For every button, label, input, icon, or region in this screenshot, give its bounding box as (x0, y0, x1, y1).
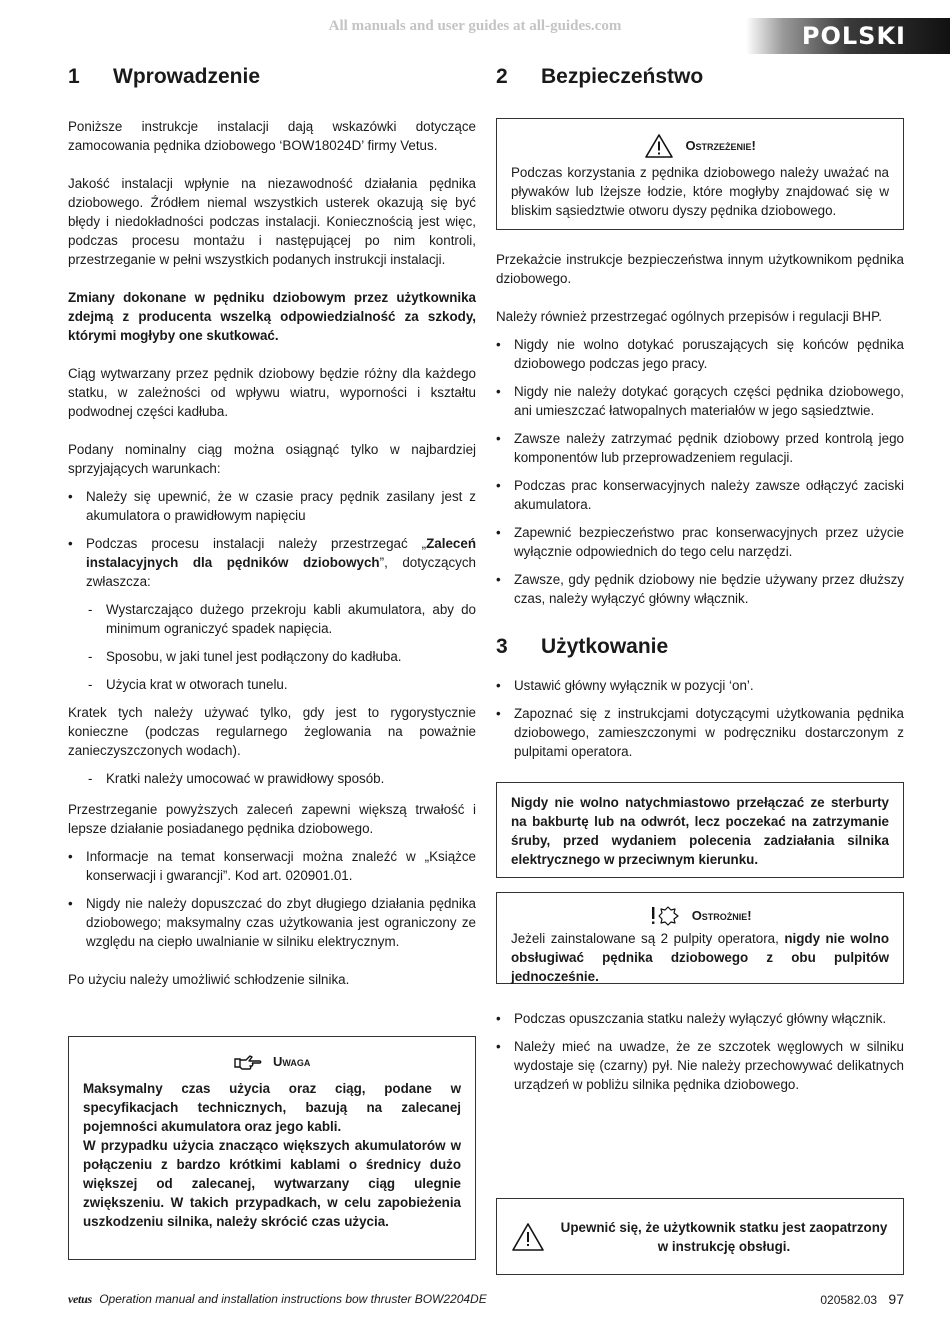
list-item: • Należy mieć na uwadze, że ze szczotek węglowych w silniku wydostaje się (czarny) pył. Nie należy przechowywać delikatnych urządzeń w pobliżu silnika pędnika dziobowego. (496, 1037, 904, 1094)
list-item: • Zawsze, gdy pędnik dziobowy nie będzie używany przez dłuższy czas, należy wyłączyć główny włącznik. (496, 570, 904, 608)
section-3-heading (496, 632, 904, 662)
left-column (68, 62, 476, 1260)
note-heading: Uwaga (272, 1053, 311, 1069)
caution-box (496, 892, 904, 984)
list-item: - Użycia krat w otworach tunelu. (88, 675, 476, 694)
list-item: - Wystarczająco dużego przekroju kabli akumulatora, aby do minimum ograniczyć spadek napięcia. (88, 600, 476, 638)
note-text: Maksymalny czas użycia oraz ciąg, podane w specyfikacjach technicznych, bazują na zalecanej pojemności akumulatora oraz jego kabli. (83, 1081, 461, 1134)
list-item: • Zapewnić bezpieczeństwo prac konserwacyjnych przez użycie wyłącznie odpowiednich do tego celu narzędzi. (496, 523, 904, 561)
document-code: 020582.03 (820, 1293, 878, 1307)
caution-heading: Ostrożnie! (691, 907, 752, 923)
list-item: - Sposobu, w jaki tunel jest podłączony do kadłuba. (88, 647, 476, 666)
note-header (83, 1049, 461, 1073)
safety-paragraph: Należy również przestrzegać ogólnych przepisów i regulacji BHP. (496, 309, 883, 324)
footer-right (820, 1290, 904, 1309)
caution-header (511, 903, 889, 927)
page-footer (68, 1290, 904, 1308)
list-item: • Zapoznać się z instrukcjami dotyczącymi użytkowania pędnika dziobowego, zamieszczonymi w podręczniku dostarczonym z pulpitami operatora. (496, 704, 904, 761)
list-item: • Nigdy nie należy dopuszczać do zbyt długiego działania pędnika dziobowego; maksymalny czas użytkowania jest ograniczony ze względu na ciepło uwalnianie w silniku elektrycznym. (68, 894, 476, 951)
warning-text: Podczas korzystania z pędnika dziobowego należy uważać na pływaków lub lżejsze łodzie, które mogłyby znajdować się w bliskim sąsiedztwie otworu dyszy pędnika dziobowego. (511, 165, 889, 218)
list-item: • Informacje na temat konserwacji można znaleźć w „Książce konserwacji i gwarancji”. Kod art. 020901.01. (68, 847, 476, 885)
maintenance-list (68, 847, 476, 951)
language-tab: POLSKI (746, 18, 950, 54)
section-number: 1 (68, 65, 80, 88)
section-title: Wprowadzenie (113, 65, 261, 88)
vetus-logo: vetus (68, 1292, 92, 1306)
shutdown-list (496, 1009, 904, 1094)
manual-reminder-box (496, 1198, 904, 1275)
safety-paragraph: Przekażcie instrukcje bezpieczeństwa innym użytkownikom pędnika dziobowego. (496, 252, 904, 286)
note-text: W przypadku użycia znacząco większych akumulatorów w połączeniu z bardzo krótkimi kablami o średnicy dużo większej od zalecanej, wytwarzany ciąg ulegnie zwiększeniu. W takich przypadkach, w celu zapobieżenia uszkodzeniu silnika, należy skrócić czas użycia. (83, 1138, 461, 1229)
list-item: • Zawsze należy zatrzymać pędnik dziobowy przed kontrolą jego komponentów lub przeprowadzeniem regulacji. (496, 429, 904, 467)
warning-header (511, 133, 889, 157)
caution-icon (648, 905, 680, 927)
section-number: 2 (496, 65, 508, 88)
list-item: • Ustawić główny wyłącznik w pozycji ‘on’. (496, 676, 904, 695)
list-item: • Nigdy nie wolno dotykać poruszających się końców pędnika dziobowego podczas jego pracy. (496, 335, 904, 373)
installation-recommendations-list (88, 600, 476, 694)
intro-paragraph: Ciąg wytwarzany przez pędnik dziobowy będzie różny dla każdego statku, w zależności od wpływu wiatru, wyporności i kształtu podwodnej części kadłuba. (68, 366, 476, 419)
section-1-heading (68, 62, 476, 92)
section-title: Bezpieczeństwo (541, 65, 704, 88)
installation-recommendations-list-cont (88, 769, 476, 788)
pointing-hand-icon (234, 1054, 262, 1070)
warning-triangle-icon (644, 133, 674, 159)
intro-paragraph: Po użyciu należy umożliwić schłodzenie silnika. (68, 972, 350, 987)
section-2-heading (496, 62, 904, 92)
section-title: Użytkowanie (541, 635, 669, 658)
reverse-direction-text: Nigdy nie wolno natychmiastowo przełączać ze sterburty na bakburtę lub na odwrót, lecz poczekać na zatrzymanie śruby, przed wydaniem polecenia zadziałania silnika elektrycznego w przeciwnym kierunku. (511, 795, 889, 867)
warning-heading: Ostrzeżenie! (685, 138, 756, 153)
usage-list (496, 676, 904, 761)
warning-box (496, 118, 904, 230)
list-item: • Podczas opuszczania statku należy wyłączyć główny włącznik. (496, 1009, 904, 1028)
manual-reminder-text: Upewnić się, że użytkownik statku jest zaopatrzony w instrukcję obsługi. (560, 1219, 888, 1254)
intro-paragraph: Poniższe instrukcje instalacji dają wskazówki dotyczące zamocowania pędnika dziobowego ‘BOW18024D’ firmy Vetus. (68, 119, 476, 153)
reverse-direction-box (496, 782, 904, 878)
list-item: • Podczas procesu instalacji należy przestrzegać „Zaleceń instalacyjnych dla pędników dziobowych”, dotyczących zwłaszcza: (68, 534, 476, 591)
intro-paragraph: Jakość instalacji wpłynie na niezawodność działania pędnika dziobowego. Źródłem niemal wszystkich usterek okazują się być błędy i niedokładności podczas instalacji. Koniecznością jest więc, podczas procesu montażu i następującej po nim kontroli, przestrzeganie w pełni wszystkich podanych instrukcji instalacji. (68, 176, 476, 267)
liability-notice: Zmiany dokonane w pędniku dziobowym przez użytkownika zdejmą z producenta wszelką odpowiedzialność za szkody, którymi mogłyby one skutkować. (68, 290, 476, 343)
right-column (496, 62, 904, 1254)
list-item: • Należy się upewnić, że w czasie pracy pędnik zasilany jest z akumulatora o prawidłowym napięciu (68, 487, 476, 525)
safety-list (496, 335, 904, 608)
intro-paragraph: Przestrzeganie powyższych zaleceń zapewni większą trwałość i lepsze działanie posiadanego pędnika dziobowego. (68, 802, 476, 836)
grating-note: Kratek tych należy używać tylko, gdy jest to rygorystycznie konieczne (podczas regularnego żeglowania na poważnie zanieczyszczonych wodach). (68, 705, 476, 758)
footer-description: Operation manual and installation instructions bow thruster BOW2204DE (99, 1292, 487, 1306)
page-number: 97 (888, 1291, 904, 1307)
list-item: • Podczas prac konserwacyjnych należy zawsze odłączyć zaciski akumulatora. (496, 476, 904, 514)
section-number: 3 (496, 635, 508, 658)
conditions-list (68, 487, 476, 591)
caution-text: Jeżeli zainstalowane są 2 pulpity operatora, nigdy nie wolno obsługiwać pędnika dziobowego z obu pulpitów jednocześnie. (511, 931, 889, 984)
list-item: • Nigdy nie należy dotykać gorących części pędnika dziobowego, ani umieszczać łatwopalnych materiałów w jego sąsiedztwie. (496, 382, 904, 420)
watermark: All manuals and user guides at all-guides.com (328, 18, 622, 34)
note-box (68, 1036, 476, 1260)
intro-paragraph: Podany nominalny ciąg można osiągnąć tylko w najbardziej sprzyjających warunkach: (68, 442, 476, 476)
warning-triangle-icon (511, 1222, 545, 1252)
list-item: - Kratki należy umocować w prawidłowy sposób. (88, 769, 476, 788)
